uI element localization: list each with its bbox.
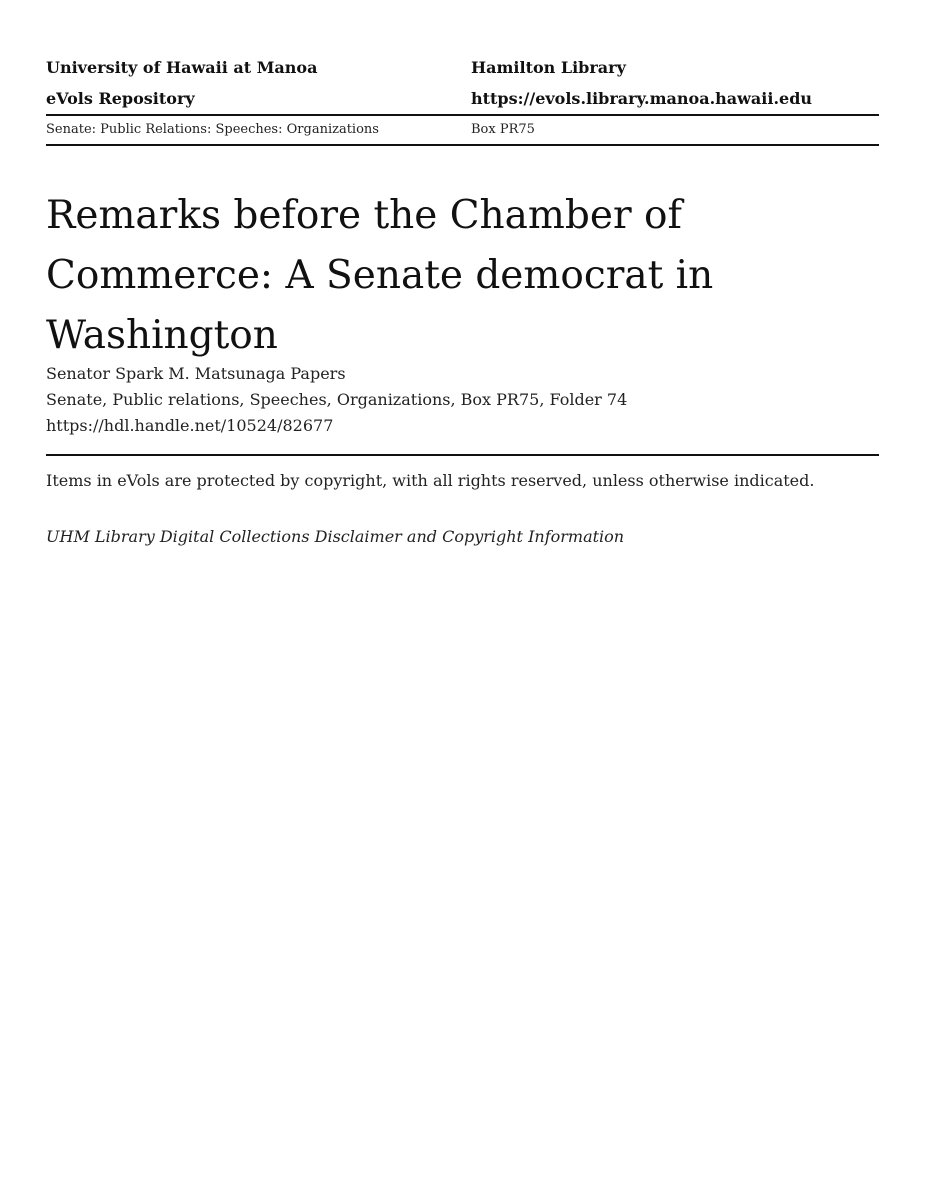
- folder-location: Senate, Public relations, Speeches, Organizations, Box PR75, Folder 74: [46, 390, 628, 409]
- document-header: [46, 52, 879, 146]
- repository-name: eVols Repository: [46, 89, 195, 108]
- copyright-notice: Items in eVols are protected by copyright, with all rights reserved, unless otherwise indicated.: [46, 471, 815, 490]
- disclaimer-link[interactable]: UHM Library Digital Collections Disclaimer and Copyright Information: [46, 527, 625, 546]
- document-title: Remarks before the Chamber of Commerce: A Senate democrat in Washington: [46, 193, 714, 358]
- collection-name: Senator Spark M. Matsunaga Papers: [46, 364, 346, 383]
- header-row-second: [46, 83, 879, 114]
- handle-link[interactable]: https://hdl.handle.net/10524/82677: [46, 416, 334, 435]
- collection-path: Senate: Public Relations: Speeches: Organizations: [46, 122, 379, 137]
- library-name: Hamilton Library: [471, 58, 626, 77]
- institution-name: University of Hawaii at Manoa: [46, 58, 318, 77]
- header-row-top: [46, 52, 879, 83]
- box-label: Box PR75: [471, 122, 535, 137]
- header-row-collection: [46, 116, 879, 144]
- header-bottom-divider: [46, 144, 879, 146]
- repository-url-link[interactable]: https://evols.library.manoa.hawaii.edu: [471, 89, 813, 108]
- metadata-divider: [46, 454, 879, 456]
- document-metadata: [46, 361, 627, 439]
